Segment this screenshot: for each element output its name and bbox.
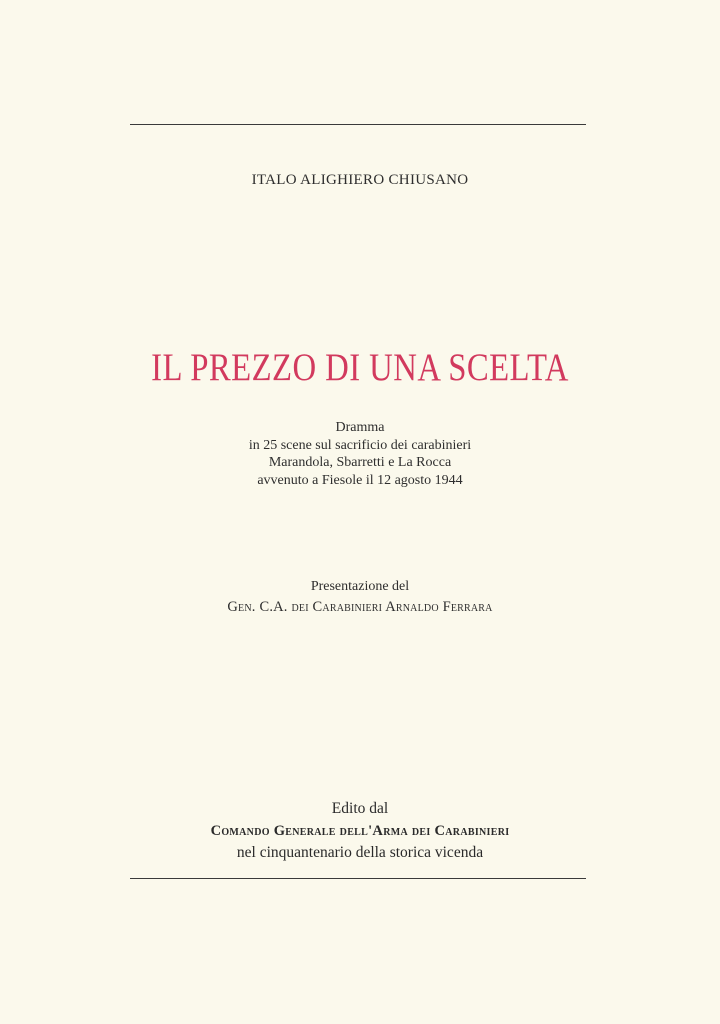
subtitle-line-event: avvenuto a Fiesole il 12 agosto 1944: [257, 472, 463, 488]
presentation-block: [0, 577, 720, 617]
presentation-line-intro: Presentazione del: [310, 579, 410, 594]
subtitle-block: [0, 419, 720, 489]
subtitle-line-names: Marandola, Sbarretti e La Rocca: [268, 455, 452, 470]
book-title: IL PREZZO DI UNA SCELTA: [151, 346, 569, 389]
author-name: ITALO ALIGHIERO CHIUSANO: [251, 172, 469, 188]
subtitle-line-scenes: in 25 scene sul sacrificio dei carabinieri: [248, 437, 472, 453]
publisher-line-name: Comando Generale dell'Arma dei Carabinieri: [210, 823, 510, 839]
publisher-line-intro: Edito dal: [331, 800, 389, 817]
subtitle-line-genre: Dramma: [335, 420, 385, 435]
bottom-rule: [130, 878, 586, 879]
top-rule: [130, 124, 586, 125]
publisher-block: [0, 798, 720, 864]
publisher-line-occasion: nel cinquantenario della storica vicenda: [236, 844, 484, 861]
presentation-line-presenter: Gen. C.A. dei Carabinieri Arnaldo Ferrara: [227, 599, 493, 615]
